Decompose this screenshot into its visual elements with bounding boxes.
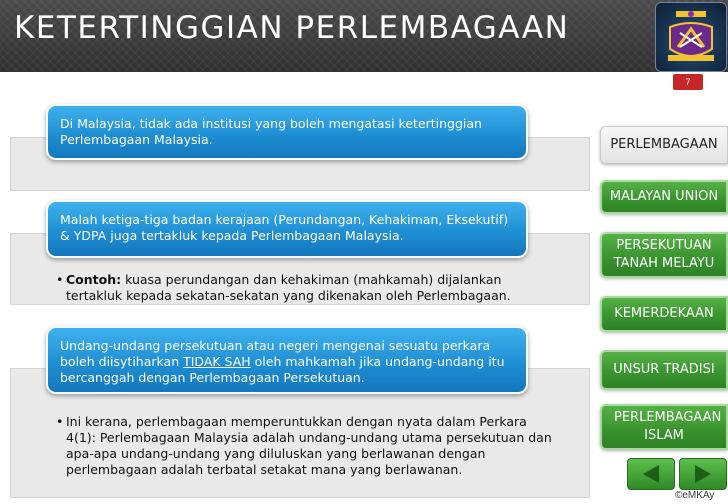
copyright-text: ©eMKAy [675, 490, 715, 501]
sidebar-item-label: UNSUR TRADISI [613, 362, 715, 377]
bullet-marker: • [56, 272, 64, 287]
info-box-1 [46, 104, 528, 160]
sidebar-item-label: MALAYAN UNION [609, 189, 719, 204]
sidebar-item-label: PERSEKUTUAN TANAH MELAYU [613, 238, 715, 271]
arrow-right-icon [691, 463, 715, 485]
bullet-perkara-text: Ini kerana, perlembagaan memperuntukkan dengan nyata dalam Perkara 4(1): Perlembagaan Malaysia adalah undang-undang utama persekutuan dan apa-apa undang-undang yang diluluskan yang berlawanan dengan perlembagaan adalah terbatal setakat mana yang berlawanan. [66, 414, 552, 477]
sidebar-item-unsur-tradisi[interactable] [600, 350, 728, 390]
info-box-3 [46, 326, 528, 394]
sidebar-item-label: PERLEMBAGAAN ISLAM [614, 410, 722, 443]
info-box-2-text: Malah ketiga-tiga badan kerajaan (Perundangan, Kehakiman, Eksekutif) & YDPA juga tertakluk kepada Perlembagaan Malaysia. [60, 212, 509, 243]
info-box-3-text-a: Undang-undang persekutuan atau negeri mengenai sesuatu perkara boleh diisytiharkan [60, 338, 491, 369]
bullet-contoh-label: Contoh: [66, 272, 122, 287]
sidebar-item-perlembagaan-islam[interactable] [600, 404, 728, 450]
sidebar-item-persekutuan-tanah-melayu[interactable] [600, 232, 728, 278]
sidebar-item-kemerdekaan[interactable] [600, 296, 728, 332]
institution-logo [655, 2, 727, 72]
slide-number-badge: 7 [673, 74, 703, 90]
sidebar-item-malayan-union[interactable] [600, 180, 728, 214]
tidak-sah-emphasis: TIDAK SAH [183, 354, 251, 369]
sidebar-item-label: PERLEMBAGAAN [610, 137, 718, 152]
header-bar [0, 0, 728, 72]
info-box-1-text: Di Malaysia, tidak ada institusi yang boleh mengatasi ketertinggian Perlembagaan Malaysia. [60, 116, 482, 147]
sidebar-item-label: KEMERDEKAAN [614, 306, 714, 321]
next-slide-button[interactable] [679, 458, 727, 490]
info-box-2 [46, 200, 528, 258]
sidebar-item-perlembagaan[interactable] [600, 126, 728, 164]
previous-slide-button[interactable] [627, 458, 675, 490]
bullet-marker: • [56, 414, 64, 429]
info-box-3-text-b: oleh mahkamah jika undang-undang itu bercanggah dengan Perlembagaan Persekutuan. [60, 354, 505, 385]
arrow-left-icon [639, 463, 663, 485]
page-title: KETERTINGGIAN PERLEMBAGAAN [14, 10, 570, 46]
bullet-contoh-text: kuasa perundangan dan kehakiman (mahkamah) dijalankan tertakluk kepada sekatan-sekatan yang dikenakan oleh Perlembagaan. [66, 272, 511, 303]
